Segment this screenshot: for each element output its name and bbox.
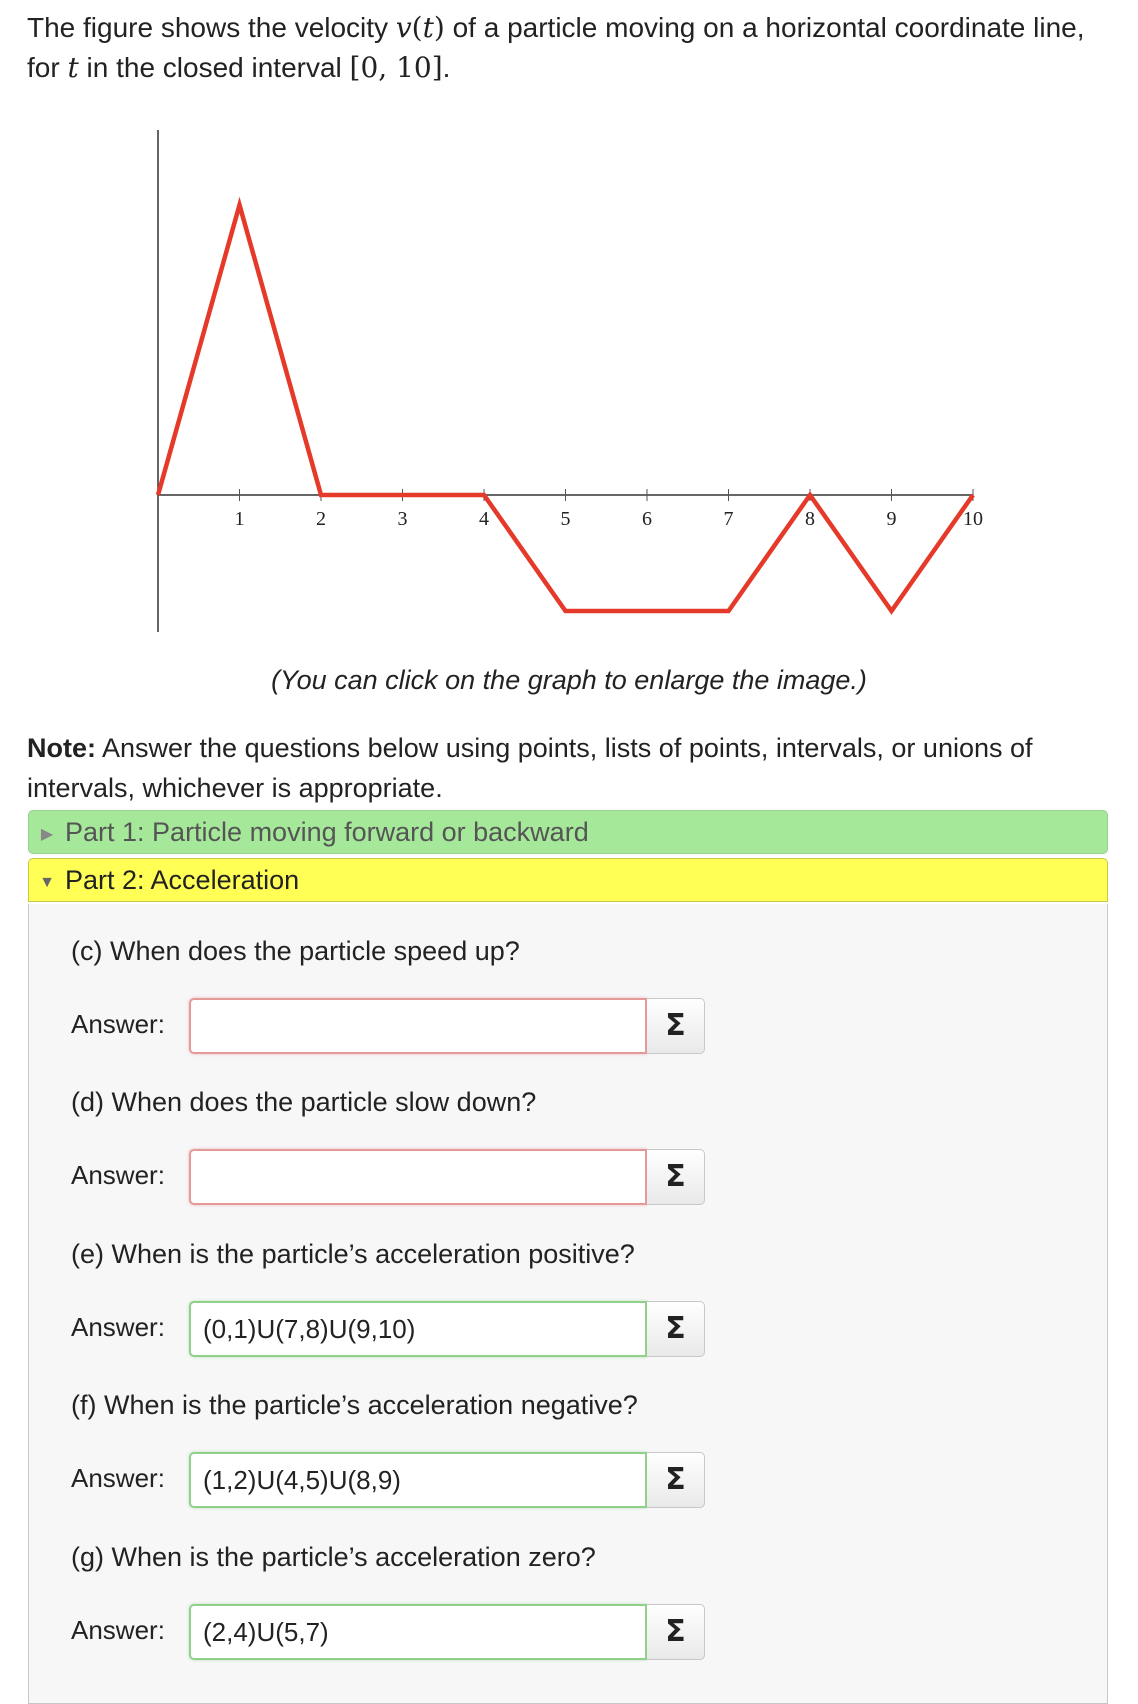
velocity-expression: v(t) (395, 11, 445, 44)
sigma-icon[interactable]: Σ (647, 1149, 705, 1205)
velocity-line (158, 205, 973, 611)
answer-label-d: Answer: (71, 1160, 165, 1190)
answer-label-f: Answer: (71, 1463, 165, 1493)
question-c: (c) When does the particle speed up? (71, 936, 520, 966)
sigma-icon[interactable]: Σ (647, 1452, 705, 1508)
velocity-graph[interactable] (140, 120, 1000, 640)
velocity-chart[interactable] (140, 120, 1000, 640)
sigma-icon[interactable]: Σ (647, 1604, 705, 1660)
answer-input-c[interactable] (189, 998, 647, 1054)
x-tick-label-2: 2 (316, 508, 326, 530)
intro-text-mid: of a particle moving on a horizontal coordinate line, for (27, 12, 1085, 83)
question-g: (g) When is the particle’s acceleration zero? (71, 1542, 596, 1572)
problem-intro (27, 8, 1117, 88)
interval-expression: [0, 10] (349, 51, 443, 84)
answer-input-e[interactable] (189, 1301, 647, 1357)
answer-input-g[interactable] (189, 1604, 647, 1660)
x-tick-label-1: 1 (234, 508, 245, 530)
question-f: (f) When is the particle’s acceleration negative? (71, 1390, 638, 1420)
answer-input-d[interactable] (189, 1149, 647, 1205)
answer-label-c: Answer: (71, 1009, 165, 1039)
x-tick-label-7: 7 (723, 508, 734, 530)
note-label: Note: (27, 733, 96, 763)
question-d: (d) When does the particle slow down? (71, 1087, 537, 1117)
sigma-icon[interactable]: Σ (647, 1301, 705, 1357)
question-e: (e) When is the particle’s acceleration positive? (71, 1239, 635, 1269)
x-tick-label-10: 10 (963, 508, 983, 530)
x-tick-label-9: 9 (886, 508, 897, 530)
answer-label-g: Answer: (71, 1615, 165, 1645)
note-body: Answer the questions below using points, lists of points, intervals, or unions of intervals, whichever is appropriate. (27, 733, 1033, 803)
x-tick-label-3: 3 (397, 508, 408, 530)
answer-input-f[interactable] (189, 1452, 647, 1508)
part2-body (28, 904, 1108, 1704)
time-variable: t (67, 51, 79, 84)
graph-caption: (You can click on the graph to enlarge the image.) (271, 665, 867, 695)
x-tick-label-8: 8 (805, 508, 815, 530)
part2-label: Part 2: Acceleration (65, 865, 300, 895)
intro-text-end: . (442, 52, 451, 83)
caret-down-icon: ▼ (39, 874, 55, 891)
note-text (27, 728, 1117, 808)
answer-label-e: Answer: (71, 1312, 165, 1342)
caret-right-icon: ▶ (40, 826, 54, 843)
x-tick-label-6: 6 (642, 508, 652, 530)
part1-header[interactable] (28, 810, 1108, 854)
intro-text-mid2: in the closed interval (78, 52, 350, 83)
part1-label: Part 1: Particle moving forward or backward (65, 817, 589, 847)
sigma-icon[interactable]: Σ (647, 998, 705, 1054)
intro-text: The figure shows the velocity (27, 12, 396, 43)
x-tick-label-5: 5 (560, 508, 571, 530)
x-tick-label-4: 4 (479, 508, 489, 530)
part2-header[interactable] (28, 858, 1108, 902)
